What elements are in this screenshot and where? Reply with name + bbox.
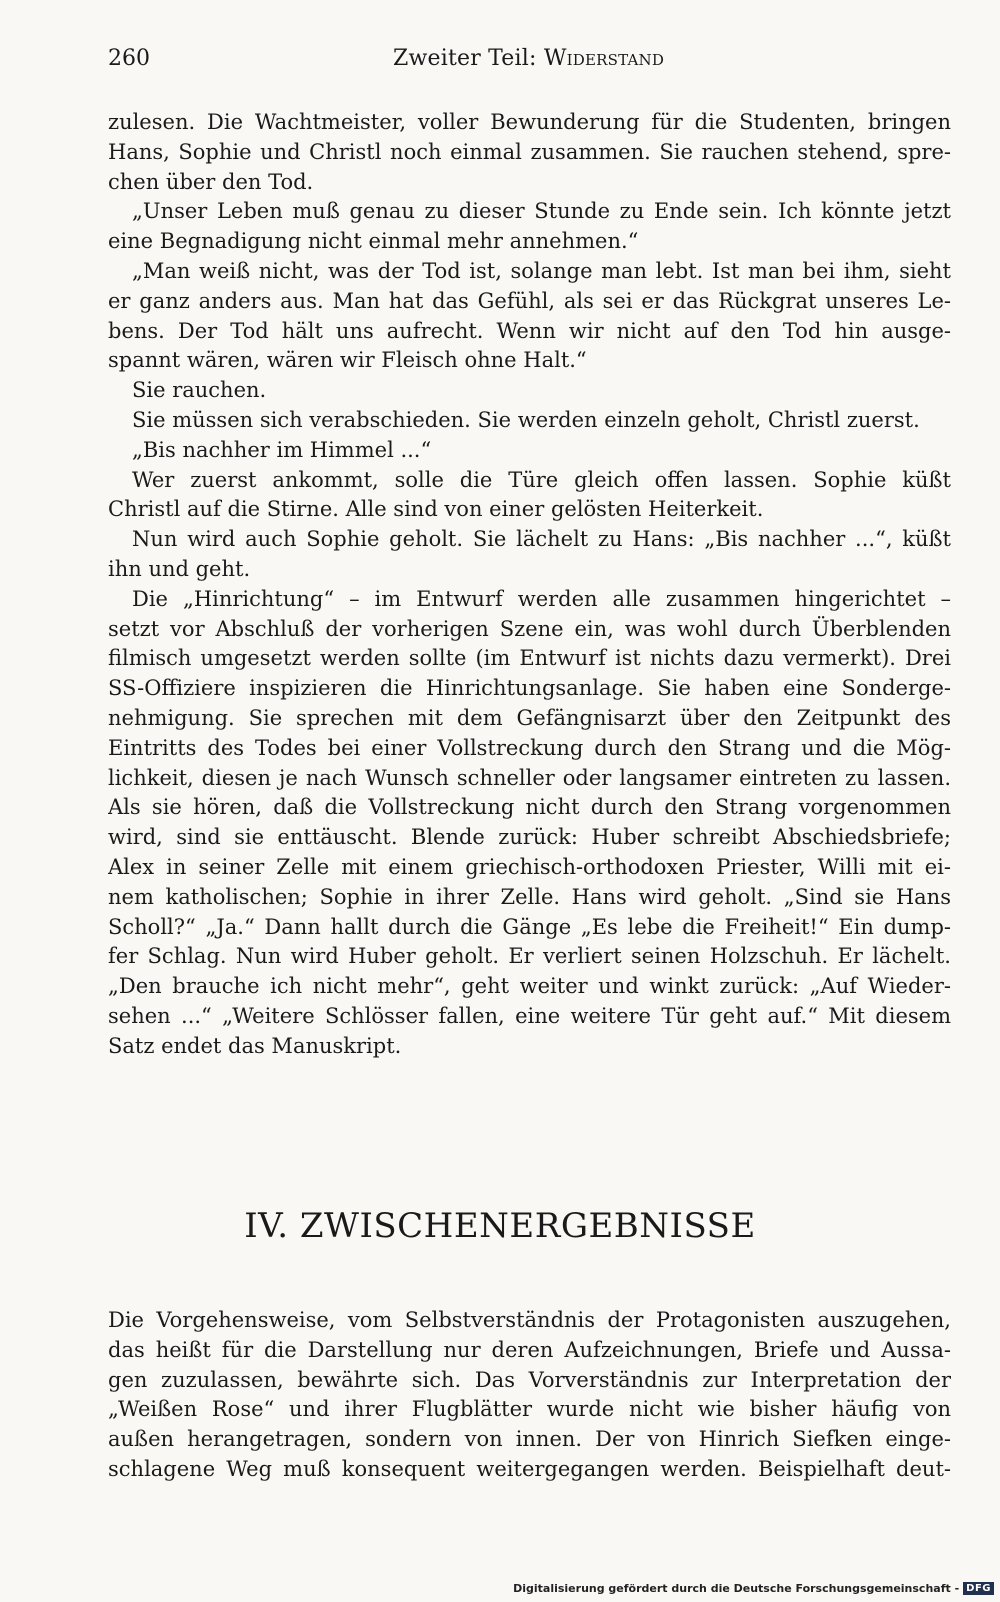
text-line: Scholl?“ „Ja.“ Dann hallt durch die Gänge „Es lebe die Freiheit!“ Ein dump- — [108, 914, 951, 939]
text-line: chen über den Tod. — [108, 169, 314, 194]
text-line: bens. Der Tod hält uns aufrecht. Wenn wir nicht auf den Tod hin ausge- — [108, 318, 951, 343]
text-line: Satz endet das Manuskript. — [108, 1033, 402, 1058]
section-text-line: Die Vorgehensweise, vom Selbstverständnis der Protagonisten auszugehen, — [108, 1308, 951, 1332]
text-line: ihn und geht. — [108, 556, 251, 581]
text-line: Nun wird auch Sophie geholt. Sie lächelt zu Hans: „Bis nachher ...“, küßt — [132, 527, 951, 552]
running-head: Zweiter Teil: Widerstand — [393, 46, 665, 71]
text-line: „Unser Leben muß genau zu dieser Stunde zu Ende sein. Ich könnte jetzt — [132, 199, 951, 224]
text-line: er ganz anders aus. Man hat das Gefühl, als sei er das Rückgrat unseres Le- — [108, 288, 951, 313]
text-line: Sie rauchen. — [132, 378, 267, 403]
text-line: filmisch umgesetzt werden sollte (im Entwurf ist nichts dazu vermerkt). Drei — [108, 646, 951, 671]
text-line: Alex in seiner Zelle mit einem griechisch-orthodoxen Priester, Willi mit ei- — [108, 854, 951, 879]
text-line: setzt vor Abschluß der vorherigen Szene ein, was wohl durch Überblenden — [108, 616, 951, 641]
text-line: wird, sind sie enttäuscht. Blende zurück: Huber schreibt Abschiedsbriefe; — [108, 825, 951, 850]
text-line: lichkeit, diesen je nach Wunsch schneller oder langsamer eintreten zu lassen. — [108, 765, 951, 790]
text-line: Hans, Sophie und Christl noch einmal zusammen. Sie rauchen stehend, spre- — [108, 139, 951, 164]
text-line: eine Begnadigung nicht einmal mehr annehmen.“ — [108, 229, 639, 254]
text-line: „Den brauche ich nicht mehr“, geht weiter und winkt zurück: „Auf Wieder- — [108, 974, 951, 999]
section-text-line: schlagene Weg muß konsequent weitergegangen werden. Beispielhaft deut- — [108, 1456, 951, 1481]
page-header — [108, 46, 950, 76]
digitization-footer — [513, 1578, 994, 1598]
section-text — [108, 1306, 951, 1485]
text-line: Wer zuerst ankommt, solle die Türe gleich offen lassen. Sophie küßt — [132, 467, 951, 492]
text-line: „Bis nachher im Himmel ...“ — [132, 437, 432, 462]
text-line: fer Schlag. Nun wird Huber geholt. Er verliert seinen Holzschuh. Er lächelt. — [108, 944, 951, 969]
text-line: nem katholischen; Sophie in ihrer Zelle. Hans wird geholt. „Sind sie Hans — [108, 884, 951, 909]
text-line: SS-Offiziere inspizieren die Hinrichtungsanlage. Sie haben eine Sonderge- — [108, 676, 951, 701]
body-text — [108, 108, 951, 1062]
text-line: sehen ...“ „Weitere Schlösser fallen, eine weitere Tür geht auf.“ Mit diesem — [108, 1003, 951, 1028]
text-line: Christl auf die Stirne. Alle sind von einer gelösten Heiterkeit. — [108, 497, 764, 522]
section-text-line: „Weißen Rose“ und ihrer Flugblätter wurde nicht wie bisher häufig von — [108, 1397, 951, 1422]
text-line: „Man weiß nicht, was der Tod ist, solange man lebt. Ist man bei ihm, sieht — [132, 258, 951, 283]
section-text-line: außen herangetragen, sondern von innen. Der von Hinrich Siefken einge- — [108, 1427, 951, 1452]
section-text-line: das heißt für die Darstellung nur deren Aufzeichnungen, Briefe und Aussa- — [108, 1337, 951, 1362]
text-line: Sie müssen sich verabschieden. Sie werden einzeln geholt, Christl zuerst. — [132, 407, 920, 432]
text-line: Die „Hinrichtung“ – im Entwurf werden alle zusammen hingerichtet – — [132, 586, 951, 611]
text-line: spannt wären, wären wir Fleisch ohne Halt.“ — [108, 348, 587, 373]
text-line: Als sie hören, daß die Vollstreckung nicht durch den Strang vorgenommen — [108, 795, 951, 820]
text-line: nehmigung. Sie sprechen mit dem Gefängnisarzt über den Zeitpunkt des — [108, 705, 951, 730]
footer-credit: Digitalisierung gefördert durch die Deutsche Forschungsgemeinschaft - — [513, 1581, 960, 1595]
text-line: Eintritts des Todes bei einer Vollstreckung durch den Strang und die Mög- — [108, 735, 951, 760]
section-text-line: gen zuzulassen, bewährte sich. Das Vorverständnis zur Interpretation der — [108, 1367, 951, 1392]
dfg-logo: DFG — [963, 1582, 994, 1595]
page-number: 260 — [108, 46, 150, 71]
text-line: zulesen. Die Wachtmeister, voller Bewunderung für die Studenten, bringen — [108, 110, 951, 134]
section-heading: IV. ZWISCHENERGEBNISSE — [244, 1206, 756, 1247]
